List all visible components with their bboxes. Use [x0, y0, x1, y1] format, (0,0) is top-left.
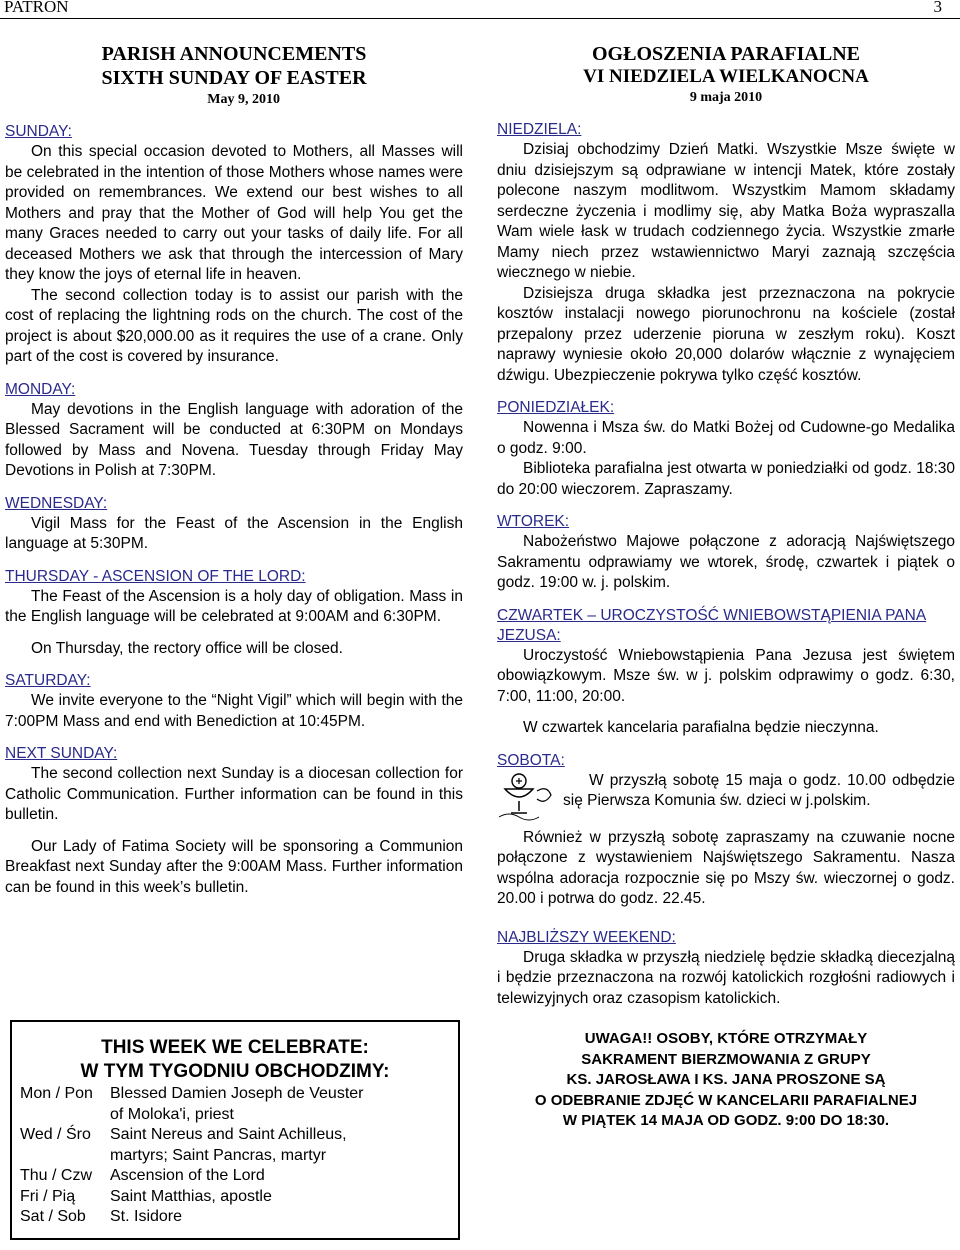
publication-name: PATRON	[4, 0, 69, 16]
page-header	[0, 0, 960, 19]
saturday-paragraph: We invite everyone to the “Night Vigil” which will begin with the 7:00PM Mass and end with Benediction at 10:45PM.	[5, 692, 463, 730]
celebrate-day: Sat / Sob	[20, 1208, 86, 1225]
page-number: 3	[933, 0, 942, 16]
czwartek-paragraph-1: Uroczystość Wniebowstąpienia Pana Jezusa jest świętem obowiązkowym. Msze św. w j. polskim odprawimy o godz. 6:30, 7:00, 11:00, 20:00.	[497, 646, 955, 705]
sunday-paragraph-2: The second collection today is to assist our parish with the cost of replacing the lightning rods on the church. The cost of the project is about $20,000.00 as it requires the use of a crane. Only part of the cost is covered by insurance.	[5, 286, 463, 365]
notice-line: UWAGA!! OSOBY, KTÓRE OTRZYMAŁY	[584, 1030, 868, 1047]
czwartek-paragraph-2: W czwartek kancelaria parafialna będzie nieczynna.	[523, 719, 879, 736]
celebrate-feast: martyrs; Saint Pancras, martyr	[110, 1146, 327, 1164]
weekend-paragraph: Druga składka w przyszłą niedzielę będzie składką diecezjalną i będzie przeznaczona na rozwój katolickich rozgłośni radiowych i telewizyjnych oraz czasopism katolickich.	[497, 948, 955, 1007]
celebrate-row	[12, 1166, 458, 1187]
celebrate-row	[12, 1146, 458, 1167]
celebrate-day: Mon / Pon	[20, 1085, 93, 1102]
celebrate-row	[12, 1084, 458, 1105]
notice-line: KS. JAROSŁAWA I KS. JANA PROSZONE SĄ	[566, 1071, 886, 1088]
celebrate-feast: Saint Nereus and Saint Achilleus,	[110, 1126, 347, 1143]
english-date: May 9, 2010	[207, 92, 280, 107]
niedziela-paragraph-1: Dzisiaj obchodzimy Dzień Matki. Wszystkie Msze święte w dniu dzisiejszym są odprawiane w intencji Matek, które zostały polecone naszym modlitwom. Wszystkim Mamom składamy serdeczne życzenia i modlimy się, aby Matka Boża wypraszalla Wam wiele łask w trudach codziennego życia. Wszystkie zmarłe Mamy niech przez wstawiennictwo Maryi zaznają szczęścia wiecznego w niebie.	[497, 141, 955, 281]
niedziela-heading: NIEDZIELA:	[497, 121, 582, 138]
celebrate-heading-en: THIS WEEK WE CELEBRATE:	[101, 1037, 369, 1058]
wtorek-paragraph: Nabożeństwo Majowe połączone z adoracją Najświętszego Sakramentu odprawiamy we wtorek, środę, czwartek i piątek o godz. 19:00 w. j. polskim.	[497, 533, 955, 591]
polish-column	[497, 42, 955, 1132]
celebrate-heading-pl: W TYM TYGODNIU OBCHODZIMY:	[80, 1061, 390, 1082]
celebrate-row	[12, 1207, 458, 1228]
celebrate-feast: Saint Matthias, apostle	[110, 1187, 272, 1205]
sunday-heading: SUNDAY:	[5, 123, 72, 140]
next-sunday-heading: NEXT SUNDAY:	[5, 745, 118, 762]
next-sunday-paragraph-2: Our Lady of Fatima Society will be sponsoring a Communion Breakfast next Sunday after the 9:00AM Mass. Further information can be found in this week’s bulletin.	[5, 837, 463, 896]
monday-heading: MONDAY:	[5, 380, 76, 398]
english-subtitle: SIXTH SUNDAY OF EASTER	[101, 67, 367, 89]
celebrate-row	[12, 1125, 458, 1146]
celebrate-feast: Blessed Damien Joseph de Veuster	[110, 1085, 364, 1102]
celebrate-day: Thu / Czw	[20, 1167, 93, 1184]
notice-line: O ODEBRANIE ZDJĘĆ W KANCELARII PARAFIALNEJ	[534, 1091, 918, 1109]
wednesday-paragraph: Vigil Mass for the Feast of the Ascension in the English language at 5:30PM.	[5, 514, 463, 552]
sobota-block	[497, 771, 955, 812]
poniedzialek-paragraph-2: Biblioteka parafialna jest otwarta w poniedziałki od godz. 18:30 do 20:00 wieczorem. Zapraszamy.	[497, 460, 955, 498]
next-sunday-paragraph-1: The second collection next Sunday is a diocesan collection for Catholic Communication. Further information can be found in this bulletin.	[5, 765, 463, 823]
thursday-paragraph-2: On Thursday, the rectory office will be closed.	[31, 639, 343, 657]
celebrate-feast: St. Isidore	[110, 1208, 183, 1225]
polish-title: OGŁOSZENIA PARAFIALNE	[591, 43, 860, 65]
celebrate-box	[10, 1020, 460, 1240]
poniedzialek-heading: PONIEDZIAŁEK:	[497, 399, 615, 416]
english-column	[5, 42, 463, 898]
weekend-heading: NAJBLIŻSZY WEEKEND:	[497, 928, 676, 946]
niedziela-paragraph-2: Dzisiejsza druga składka jest przeznaczona na pokrycie kosztów instalacji nowego piorunochronu na kościele (został przepalony przez uderzenie pioruna w zeszłym roku). Koszt naprawy wyniesie około 20,000 dolarów włącznie z wynajęciem dźwigu. Ubezpieczenie pokrywa tylko część kosztów.	[497, 284, 955, 384]
chalice-icon	[497, 771, 555, 821]
notice-line: SAKRAMENT BIERZMOWANIA Z GRUPY	[581, 1050, 871, 1068]
saturday-heading: SATURDAY:	[5, 672, 91, 689]
english-title: PARISH ANNOUNCEMENTS	[101, 43, 367, 65]
thursday-heading: THURSDAY - ASCENSION OF THE LORD:	[5, 567, 306, 585]
monday-paragraph: May devotions in the English language with adoration of the Blessed Sacrament will be conducted at 6:30PM on Mondays followed by Mass and Novena. Tuesday through Friday May Devotions in Polish at 7:30PM.	[5, 400, 463, 479]
celebrate-day: Fri / Pią	[20, 1187, 76, 1205]
thursday-paragraph-1: The Feast of the Ascension is a holy day of obligation. Mass in the English language will be celebrated at 9:00AM and 6:30PM.	[5, 587, 463, 625]
confirmation-notice	[497, 1029, 955, 1132]
sobota-paragraph-2: Również w przyszłą sobotę zapraszamy na czuwanie nocne połączone z wystawieniem Najświętszego Sakramentu. Nasza wspólna adoracja rozpocznie się po Mszy św. wieczornej o godz. 20.00 i potrwa do godz. 22.45.	[497, 828, 955, 907]
sobota-paragraph-1: W przyszłą sobotę 15 maja o godz. 10.00 odbędzie się Pierwsza Komunia św. dzieci w j.polskim.	[563, 771, 955, 809]
celebrate-row	[12, 1187, 458, 1208]
sunday-paragraph-1: On this special occasion devoted to Mothers, all Masses will be celebrated in the intention of those Mothers whose names were provided on remembrances. We extend our best wishes to all Mothers and pray that the Mother of God will help You get the many Graces needed to carry out your tasks of daily life. For all deceased Mothers we ask that through the intercession of Mary they know the joys of eternal life in heaven.	[5, 143, 463, 283]
celebrate-day: Wed / Śro	[20, 1126, 91, 1143]
wednesday-heading: WEDNESDAY:	[5, 494, 108, 512]
czwartek-heading: CZWARTEK – UROCZYSTOŚĆ WNIEBOWSTĄPIENIA PANA JEZUSA:	[497, 606, 927, 644]
polish-date: 9 maja 2010	[689, 90, 763, 105]
sobota-heading: SOBOTA:	[497, 751, 565, 769]
celebrate-feast: of Moloka'i, priest	[110, 1105, 234, 1123]
poniedzialek-paragraph-1: Nowenna i Msza św. do Matki Bożej od Cudowne-go Medalika o godz. 9:00.	[497, 419, 955, 457]
celebrate-feast: Ascension of the Lord	[110, 1167, 265, 1184]
polish-subtitle: VI NIEDZIELA WIELKANOCNA	[583, 66, 869, 87]
wtorek-heading: WTOREK:	[497, 513, 570, 530]
notice-line: W PIĄTEK 14 MAJA OD GODZ. 9:00 DO 18:30.	[562, 1112, 890, 1129]
celebrate-row	[12, 1105, 458, 1126]
